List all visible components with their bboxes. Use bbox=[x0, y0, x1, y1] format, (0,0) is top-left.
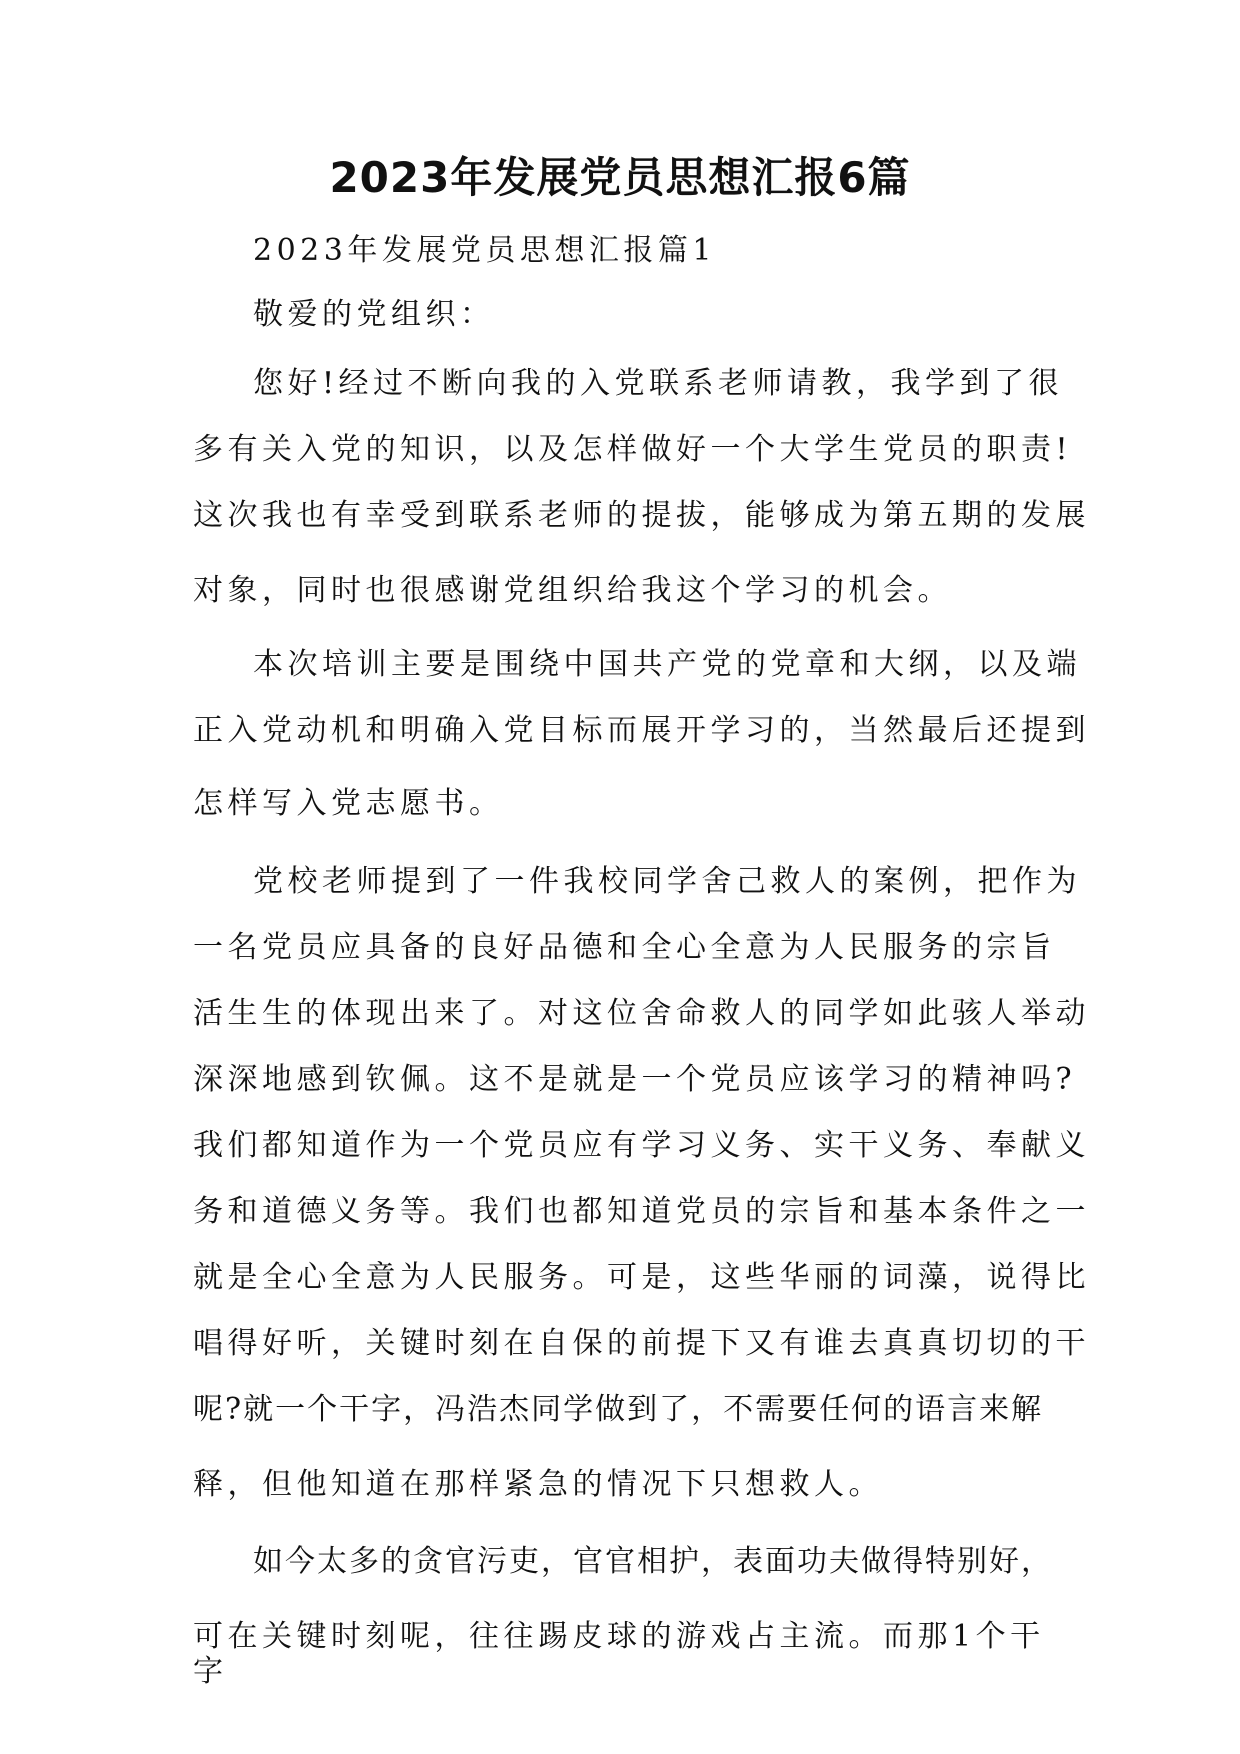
paragraph-line: 一名党员应具备的良好品德和全心全意为人民服务的宗旨 bbox=[193, 930, 1056, 965]
paragraph-line: 党校老师提到了一件我校同学舍己救人的案例，把作为 bbox=[253, 864, 1081, 899]
paragraph-line: 可在关键时刻呢，往往踢皮球的游戏占主流。而那1个干 bbox=[193, 1619, 1045, 1654]
paragraph-line: 对象，同时也很感谢党组织给我这个学习的机会。 bbox=[193, 573, 952, 608]
paragraph-line: 这次我也有幸受到联系老师的提拔，能够成为第五期的发展 bbox=[193, 498, 1090, 533]
paragraph-line: 字 bbox=[193, 1654, 228, 1689]
paragraph-line: 就是全心全意为人民服务。可是，这些华丽的词藻，说得比 bbox=[193, 1260, 1090, 1295]
paragraph-line: 活生生的体现出来了。对这位舍命救人的同学如此骇人举动 bbox=[193, 996, 1090, 1031]
paragraph-line: 怎样写入党志愿书。 bbox=[193, 786, 504, 821]
paragraph-line: 多有关入党的知识，以及怎样做好一个大学生党员的职责! bbox=[193, 432, 1073, 467]
paragraph-line: 本次培训主要是围绕中国共产党的党章和大纲，以及端 bbox=[253, 647, 1081, 682]
document-title: 2023年发展党员思想汇报6篇 bbox=[329, 153, 911, 202]
paragraph-line: 我们都知道作为一个党员应有学习义务、实干义务、奉献义 bbox=[193, 1128, 1090, 1163]
section-heading: 2023年发展党员思想汇报篇1 bbox=[253, 233, 716, 268]
paragraph-line: 正入党动机和明确入党目标而展开学习的，当然最后还提到 bbox=[193, 713, 1090, 748]
paragraph-line: 务和道德义务等。我们也都知道党员的宗旨和基本条件之一 bbox=[193, 1194, 1090, 1229]
paragraph-line: 如今太多的贪官污吏，官官相护，表面功夫做得特别好， bbox=[253, 1544, 1053, 1579]
paragraph-line: 呢?就一个干字，冯浩杰同学做到了，不需要任何的语言来解 bbox=[193, 1392, 1044, 1427]
paragraph-line: 释，但他知道在那样紧急的情况下只想救人。 bbox=[193, 1467, 883, 1502]
paragraph-line: 深深地感到钦佩。这不是就是一个党员应该学习的精神吗? bbox=[193, 1062, 1077, 1097]
salutation: 敬爱的党组织： bbox=[253, 297, 495, 332]
paragraph-line: 唱得好听，关键时刻在自保的前提下又有谁去真真切切的干 bbox=[193, 1326, 1090, 1361]
paragraph-line: 您好!经过不断向我的入党联系老师请教，我学到了很 bbox=[253, 366, 1064, 401]
